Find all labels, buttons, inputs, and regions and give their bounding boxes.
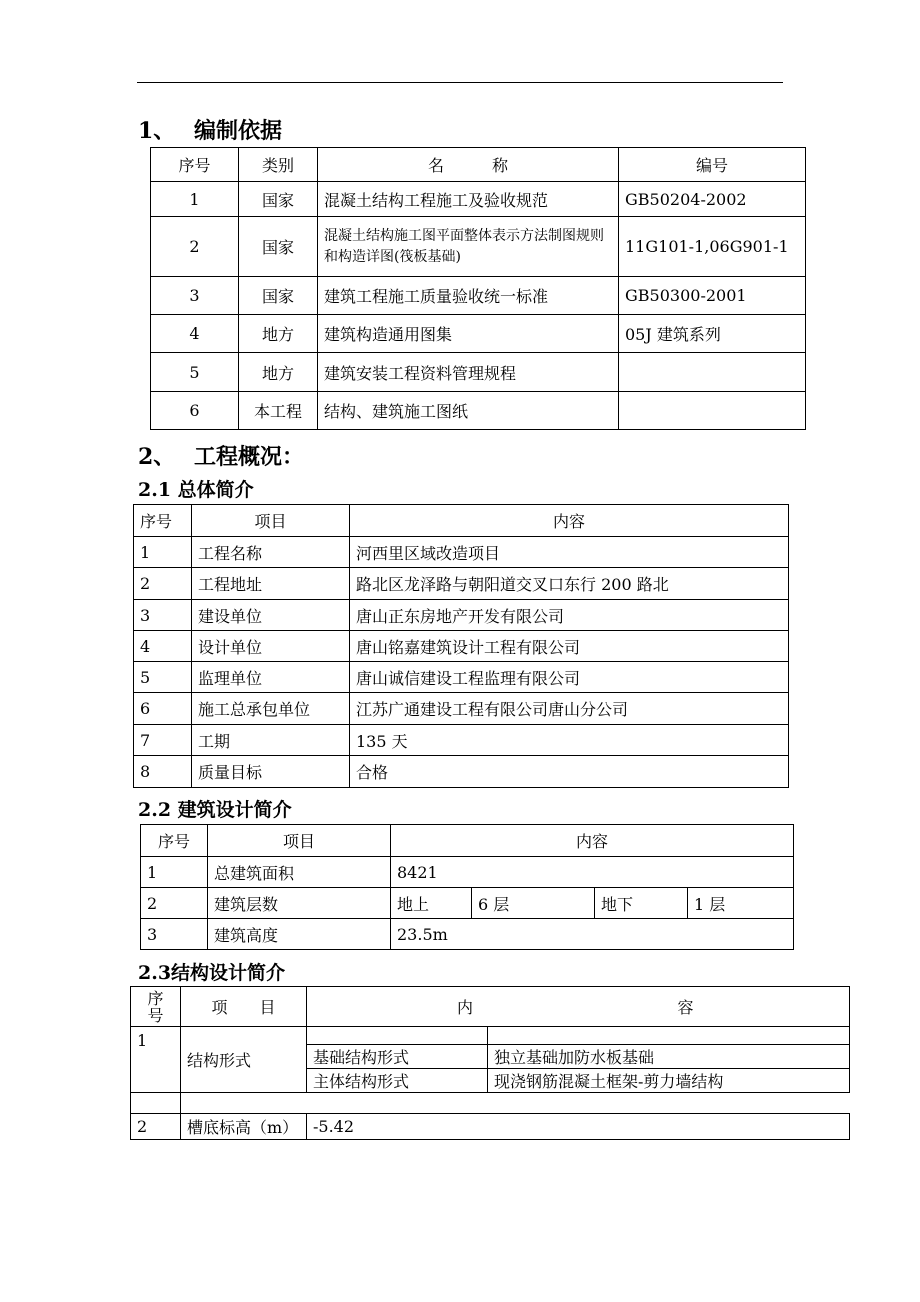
cell-content: 江苏广通建设工程有限公司唐山分公司 (350, 693, 789, 725)
header-code: 编号 (619, 148, 806, 182)
basis-table (150, 147, 806, 430)
section1-number: 1、 (138, 118, 176, 144)
cell-item: 建设单位 (192, 600, 350, 631)
cell-name: 结构、建筑施工图纸 (318, 392, 619, 430)
table-row (141, 857, 794, 888)
table-row (131, 1114, 850, 1140)
cell-code (619, 353, 806, 392)
table-header-row (131, 987, 850, 1027)
cell-content: 唐山诚信建设工程监理有限公司 (350, 662, 789, 693)
cell-no: 2 (131, 1114, 181, 1140)
header-no: 序号 (151, 148, 239, 182)
cell-code: 05J 建筑系列 (619, 315, 806, 353)
header-content-left: 内 (307, 987, 488, 1027)
cell-item: 槽底标高（m） (181, 1114, 307, 1140)
cell-item: 工期 (192, 725, 350, 756)
cell-main-label: 主体结构形式 (307, 1069, 488, 1093)
cell-category: 本工程 (239, 392, 318, 430)
cell-category: 国家 (239, 217, 318, 277)
cell-below-label: 地下 (595, 888, 688, 919)
cell-spacer (131, 1093, 181, 1114)
header-item: 项 目 (181, 987, 307, 1027)
section2-heading (138, 440, 304, 471)
cell-no: 5 (134, 662, 192, 693)
table-row (134, 756, 789, 788)
cell-category: 地方 (239, 353, 318, 392)
cell-no: 7 (134, 725, 192, 756)
header-item: 项目 (208, 825, 391, 857)
header-rule (137, 82, 783, 83)
cell-above-value: 6 层 (472, 888, 595, 919)
table-row (134, 725, 789, 756)
cell-no: 3 (141, 919, 208, 950)
structure-table (130, 986, 850, 1140)
cell-no: 1 (134, 537, 192, 568)
table-row (134, 693, 789, 725)
cell-category: 国家 (239, 277, 318, 315)
table-row (134, 568, 789, 600)
table-row (134, 631, 789, 662)
table-row (151, 353, 806, 392)
table-row (151, 315, 806, 353)
header-no: 序号 (134, 505, 192, 537)
table-row (151, 277, 806, 315)
subsection-2-3-title: 2.3结构设计简介 (138, 962, 286, 984)
cell-item: 设计单位 (192, 631, 350, 662)
cell-no: 1 (141, 857, 208, 888)
cell-content: 唐山正东房地产开发有限公司 (350, 600, 789, 631)
cell-content: 23.5m (391, 919, 794, 950)
cell-content: 河西里区域改造项目 (350, 537, 789, 568)
section1-heading (138, 114, 282, 145)
cell-item: 建筑高度 (208, 919, 391, 950)
cell-item: 监理单位 (192, 662, 350, 693)
header-no: 序号 (141, 825, 208, 857)
subsection-2-2-title: 2.2 建筑设计简介 (138, 799, 292, 821)
cell-main-value: 现浇钢筋混凝土框架-剪力墙结构 (488, 1069, 850, 1093)
cell-name: 混凝土结构工程施工及验收规范 (318, 182, 619, 217)
cell-code: GB50300-2001 (619, 277, 806, 315)
cell-foundation-value: 独立基础加防水板基础 (488, 1045, 850, 1069)
cell-no: 6 (134, 693, 192, 725)
cell-name: 建筑安装工程资料管理规程 (318, 353, 619, 392)
cell-item: 工程地址 (192, 568, 350, 600)
cell-no: 2 (141, 888, 208, 919)
table-row (134, 600, 789, 631)
section2-number: 2、 (138, 444, 176, 470)
header-content-right: 容 (488, 987, 850, 1027)
table-row (151, 392, 806, 430)
cell-name: 混凝土结构施工图平面整体表示方法制图规则和构造详图(筏板基础) (318, 217, 619, 277)
cell-foundation-label: 基础结构形式 (307, 1045, 488, 1069)
cell-code (619, 392, 806, 430)
table-row (141, 888, 794, 919)
section1-title: 编制依据 (194, 118, 283, 144)
header-no: 序号 (131, 987, 181, 1027)
table-row (131, 1027, 850, 1045)
header-item: 项目 (192, 505, 350, 537)
cell-name: 建筑工程施工质量验收统一标准 (318, 277, 619, 315)
cell-content: 路北区龙泽路与朝阳道交叉口东行 200 路北 (350, 568, 789, 600)
cell-no: 2 (151, 217, 239, 277)
table-spacer-row (131, 1093, 850, 1114)
cell-item: 总建筑面积 (208, 857, 391, 888)
cell-below-value: 1 层 (688, 888, 794, 919)
header-category: 类别 (239, 148, 318, 182)
cell-empty (307, 1027, 488, 1045)
cell-item: 施工总承包单位 (192, 693, 350, 725)
cell-no: 1 (131, 1027, 181, 1093)
table-row (151, 217, 806, 277)
cell-content: -5.42 (307, 1114, 850, 1140)
table-row (141, 919, 794, 950)
cell-category: 国家 (239, 182, 318, 217)
cell-content: 唐山铭嘉建筑设计工程有限公司 (350, 631, 789, 662)
cell-content: 135 天 (350, 725, 789, 756)
table-row (151, 182, 806, 217)
cell-content: 8421 (391, 857, 794, 888)
header-name: 名 称 (318, 148, 619, 182)
table-row (134, 537, 789, 568)
cell-content: 合格 (350, 756, 789, 788)
architecture-table (140, 824, 794, 950)
table-header-row (134, 505, 789, 537)
cell-code: 11G101-1,06G901-1 (619, 217, 806, 277)
header-content: 内容 (391, 825, 794, 857)
cell-item: 建筑层数 (208, 888, 391, 919)
cell-no: 3 (151, 277, 239, 315)
cell-no: 6 (151, 392, 239, 430)
section2-title: 工程概况： (194, 444, 305, 470)
cell-empty (488, 1027, 850, 1045)
cell-spacer (181, 1093, 850, 1114)
overview-table (133, 504, 789, 788)
table-header-row (141, 825, 794, 857)
cell-item: 结构形式 (181, 1027, 307, 1093)
table-header-row (151, 148, 806, 182)
cell-no: 5 (151, 353, 239, 392)
cell-no: 1 (151, 182, 239, 217)
cell-name: 建筑构造通用图集 (318, 315, 619, 353)
cell-above-label: 地上 (391, 888, 472, 919)
cell-code: GB50204-2002 (619, 182, 806, 217)
cell-category: 地方 (239, 315, 318, 353)
cell-item: 质量目标 (192, 756, 350, 788)
cell-item: 工程名称 (192, 537, 350, 568)
header-content: 内容 (350, 505, 789, 537)
cell-no: 2 (134, 568, 192, 600)
cell-no: 3 (134, 600, 192, 631)
table-row (134, 662, 789, 693)
cell-no: 4 (151, 315, 239, 353)
cell-no: 8 (134, 756, 192, 788)
cell-no: 4 (134, 631, 192, 662)
subsection-2-1-title: 2.1 总体简介 (138, 479, 254, 501)
